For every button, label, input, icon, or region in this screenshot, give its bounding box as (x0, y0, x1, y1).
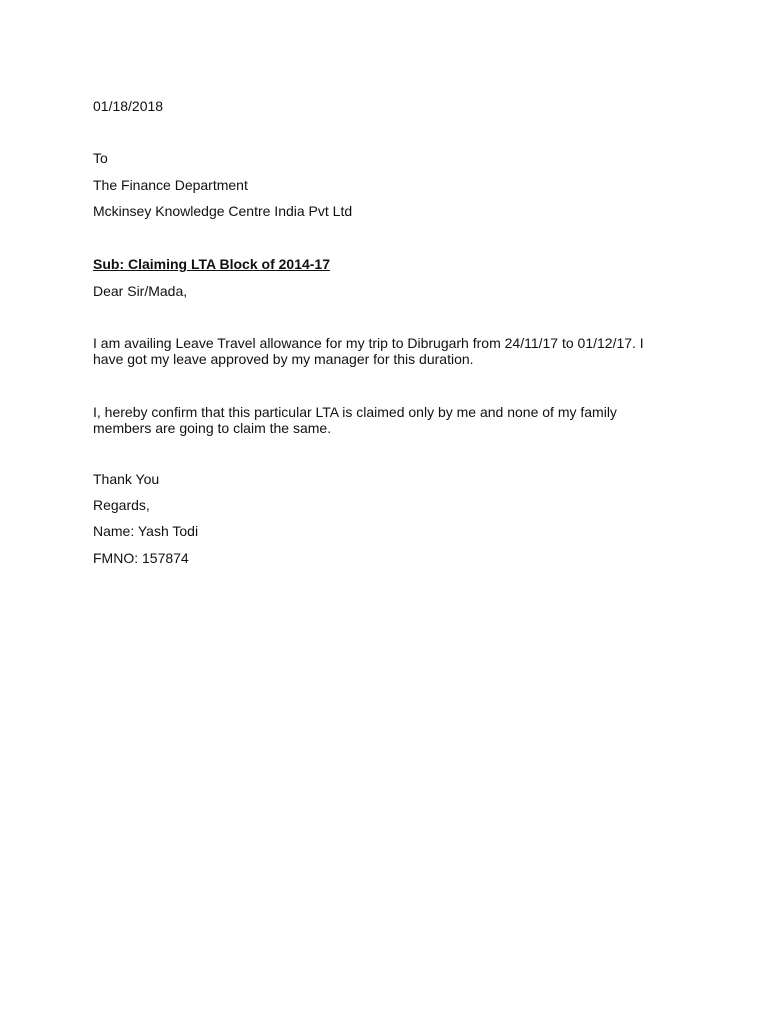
to-label: To (93, 150, 108, 166)
letter-subject: Sub: Claiming LTA Block of 2014-17 (93, 256, 331, 272)
recipient-department: The Finance Department (93, 177, 248, 193)
recipient-company: Mckinsey Knowledge Centre India Pvt Ltd (93, 203, 353, 219)
salutation: Dear Sir/Mada, (93, 283, 188, 299)
body-paragraph-1: I am availing Leave Travel allowance for my trip to Dibrugarh from 24/11/17 to 01/12/17. I have got my leave approved by my manager for this duration. (93, 335, 644, 367)
thanks-line: Thank You (93, 471, 160, 487)
sender-name: Name: Yash Todi (93, 523, 199, 539)
closing-line: Regards, (93, 497, 150, 513)
body-paragraph-2: I, hereby confirm that this particular LTA is claimed only by me and none of my family members are going to claim the same. (93, 404, 617, 436)
letter-date: 01/18/2018 (93, 98, 164, 114)
sender-fmno: FMNO: 157874 (93, 550, 189, 566)
